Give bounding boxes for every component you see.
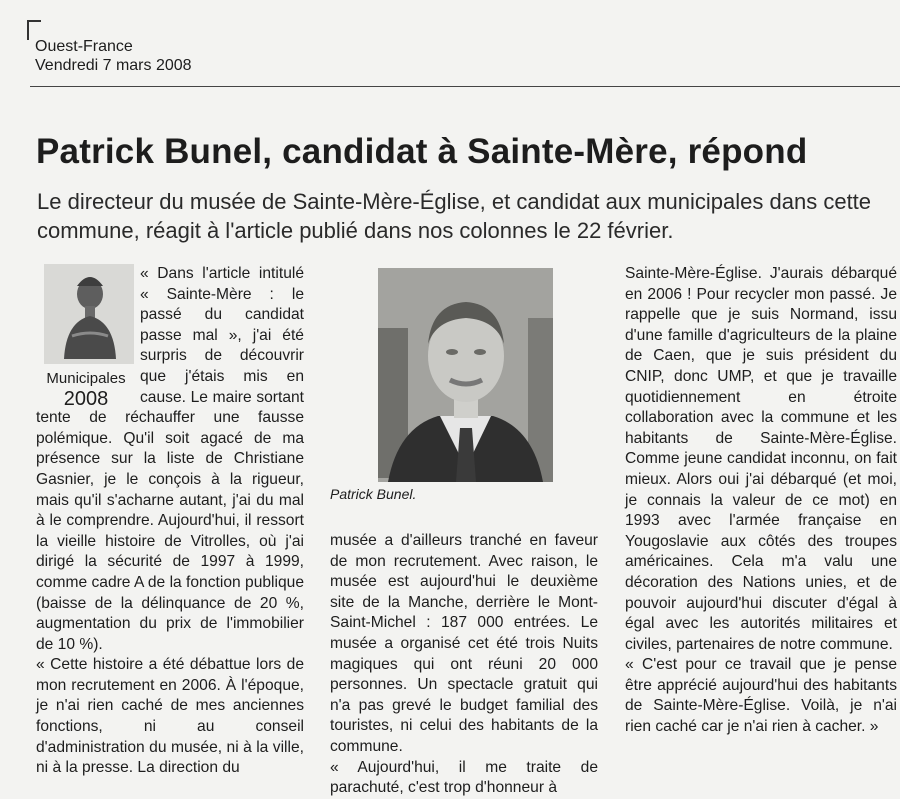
badge-year: 2008 xyxy=(63,387,109,410)
paragraph: « Dans l'article intitulé « Sainte-Mère : le passé du candidat passe mal », j'ai été surpris de découvrir que j'étais mis en cause. Le maire sortant tente de réchauffer une fausse polémique. Qu'il soit agacé de ma présence sur la liste de Christiane Gasnier, je le conçois à la rigueur, mais qu'il s'acharne autant, j'ai du mal à le comprendre. Aujourd'hui, il ressort la vieille histoire de Vitrolles, où j'ai dirigé la sécurité de 1997 à 1999, comme cadre A de la fonction publique (baisse de la délinquance de 20 %, augmentation du prix de l'immobilier de 10 %). xyxy=(36,265,304,653)
publication-date: Vendredi 7 mars 2008 xyxy=(35,57,192,74)
paragraph: Sainte-Mère-Église. J'aurais débarqué en 2006 ! Pour recycler mon passé. Je rappelle que je suis Normand, issu d'une famille d'agriculteurs de la plaine de Caen, que je suis président du CNIP, donc UMP, et que je travaille quotidiennement en étroite collaboration avec la commune et les habitants de Sainte-Mère-Église. Comme jeune candidat inconnu, on fait mieux. Alors oui j'ai débarqué (et moi, je connais la valeur de ce mot) en 1993 avec l'armée française en Yougoslavie aux côtés des troupes américaines. Cela m'a valu une décoration des Nations unies, et de pouvoir aujourd'hui discuter d'égal à égal avec les autorités militaires et civiles, partenaires de notre commune. xyxy=(625,265,897,653)
paragraph: « C'est pour ce travail que je pense être apprécié aujourd'hui des habitants de Sainte-Mère-Église. Voilà, je n'ai rien caché car je n'ai rien à cacher. » xyxy=(625,656,897,736)
masthead xyxy=(35,37,192,75)
article-column-1 xyxy=(36,264,304,779)
paragraph: musée a d'ailleurs tranché en faveur de mon recrutement. Avec raison, le musée est aujourd'hui le deuxième site de la Manche, derrière le Mont-Saint-Michel : 187 000 entrées. Le musée a organisé cet été trois Nuits magiques qui ont réuni 20 000 personnes. Un spectacle gratuit qui n'a pas grevé le budget familial des touristes, ni celui des habitants de la commune. xyxy=(330,532,598,755)
publication-name: Ouest-France xyxy=(35,38,133,55)
article-subhead: Le directeur du musée de Sainte-Mère-Église, et candidat aux municipales dans cette commune, réagit à l'article publié dans nos colonnes le 22 février. xyxy=(37,189,872,243)
article-headline: Patrick Bunel, candidat à Sainte-Mère, répond xyxy=(36,132,808,171)
marianne-bust-icon xyxy=(44,264,134,364)
portrait-image xyxy=(378,268,553,482)
paragraph: « Aujourd'hui, il me traite de parachuté, c'est trop d'honneur à xyxy=(330,758,598,797)
candidate-photo xyxy=(378,268,553,482)
paragraph: « Cette histoire a été débattue lors de mon recrutement en 2006. À l'époque, je n'ai rien caché de mes anciennes fonctions, ni au conseil d'administration du musée, ni à la ville, ni à la presse. La direction du xyxy=(36,656,304,777)
header-rule xyxy=(30,86,900,87)
municipales-badge xyxy=(36,264,136,408)
article-column-2 xyxy=(330,531,598,799)
photo-caption: Patrick Bunel. xyxy=(330,486,417,502)
article-column-3 xyxy=(625,264,897,738)
badge-label: Municipales xyxy=(46,369,126,387)
